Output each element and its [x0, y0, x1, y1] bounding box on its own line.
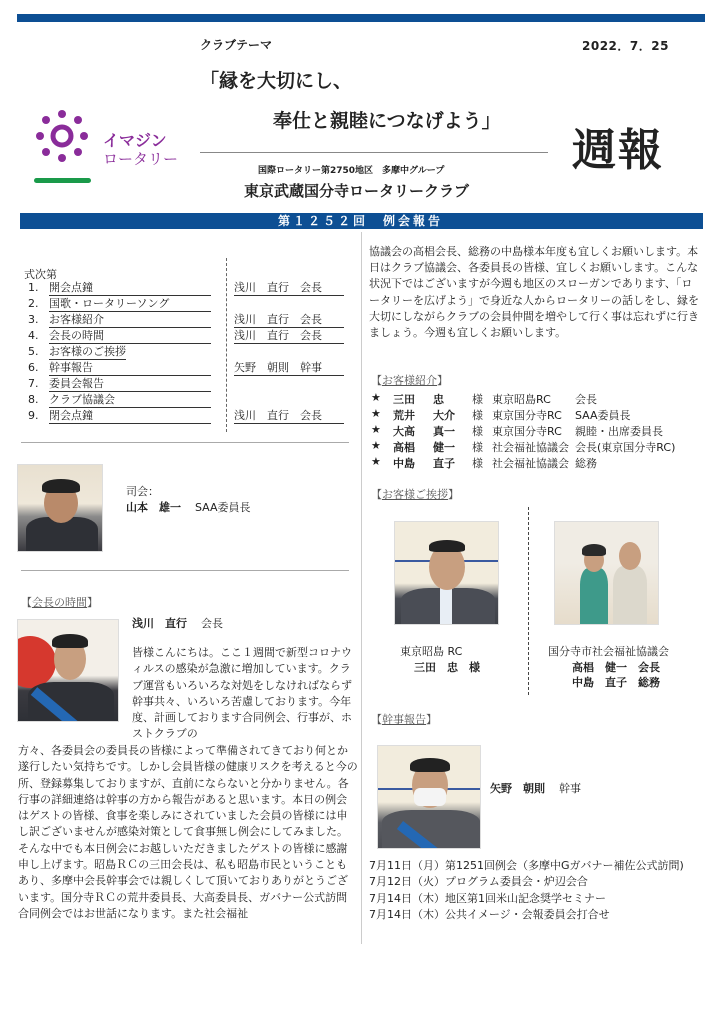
district-label: 国際ロータリー第2750地区 多摩中グループ — [258, 166, 445, 176]
section-divider — [21, 570, 349, 571]
guest-honorific: 様 — [472, 457, 483, 470]
guest-photo-mita — [394, 521, 499, 625]
guest-role: 親睦・出席委員長 — [575, 425, 663, 438]
guest-honorific: 様 — [472, 425, 483, 438]
mc-name-line — [126, 499, 251, 515]
mc-role: SAA委員長 — [195, 501, 251, 514]
logo-text-rotary: ロータリー — [103, 150, 179, 168]
logo-green-stroke — [34, 178, 91, 183]
secretary-name-line — [490, 780, 581, 796]
agenda-list — [28, 281, 348, 425]
guest-first-name: 大介 — [433, 409, 455, 422]
club-theme-line-2: 奉仕と親睦につなげよう」 — [273, 110, 501, 132]
secretary-photo — [377, 745, 481, 849]
guest-caption-right-name2 — [572, 674, 660, 690]
agenda-item: クラブ協議会 — [49, 393, 211, 408]
agenda-item: お客様紹介 — [49, 313, 211, 328]
agenda-num: 5. — [28, 345, 39, 358]
secretary-heading-text: 幹事報告 — [382, 713, 426, 726]
guest-org: 東京国分寺RC — [492, 409, 562, 422]
club-theme-label: クラブテーマ — [200, 38, 273, 52]
agenda-num: 6. — [28, 361, 39, 374]
guest-last-name: 中島 — [393, 457, 415, 470]
issue-date: 2022．7．25 — [582, 39, 669, 53]
agenda-num: 2. — [28, 297, 39, 310]
guest-first-name: 健一 — [433, 441, 455, 454]
meeting-report-title: 第１２５２回 例会報告 — [278, 214, 444, 228]
guest-caption-right-name1 — [572, 659, 660, 675]
agenda-item: 会長の時間 — [49, 329, 211, 344]
agenda-item: 国歌・ロータリーソング — [49, 297, 211, 312]
guest-honorific: 様 — [472, 393, 483, 406]
header-divider — [200, 152, 548, 153]
greetings-heading: 【お客様ご挨拶】 — [371, 488, 459, 501]
guest-caption-right-org: 国分寺市社会福祉協議会 — [548, 645, 669, 658]
president-heading-text: 会長の時間 — [32, 596, 87, 609]
agenda-presenter: 浅川 直行 会長 — [234, 313, 344, 328]
agenda-presenter: 矢野 朝則 幹事 — [234, 361, 344, 376]
logo-text-imagine: イマジン — [103, 131, 167, 150]
agenda-num: 7. — [28, 377, 39, 390]
guest-org: 社会福祉協議会 — [492, 457, 569, 470]
guest-caption-left-name-text: 三田 忠 様 — [414, 661, 480, 674]
mc-photo — [17, 464, 103, 552]
agenda-presenter: 浅川 直行 会長 — [234, 281, 344, 296]
guest-last-name: 三田 — [393, 393, 415, 406]
guest-honorific: 様 — [472, 441, 483, 454]
secretary-name: 矢野 朝則 — [490, 782, 545, 795]
event-item: 7月11日（月）第1251回例会（多摩中Gガバナー補佐公式訪問) — [369, 859, 684, 872]
president-photo — [17, 619, 119, 722]
secretary-role: 幹事 — [559, 782, 581, 795]
star-icon: ★ — [371, 423, 381, 436]
guest-first-name: 直子 — [433, 457, 455, 470]
agenda-row — [28, 345, 348, 361]
agenda-num: 3. — [28, 313, 39, 326]
guest-list — [371, 391, 711, 471]
guest-row — [371, 391, 711, 407]
president-name-line — [132, 615, 223, 631]
guest-caption-right-name2-text: 中島 直子 総務 — [572, 676, 660, 689]
agenda-item: 開会点鐘 — [49, 281, 211, 296]
guest-honorific: 様 — [472, 409, 483, 422]
agenda-row — [28, 329, 348, 345]
guest-role: 会長(東京国分寺RC) — [575, 441, 676, 454]
column-divider — [361, 232, 362, 944]
guest-photo-council — [554, 521, 659, 625]
guest-role: 総務 — [575, 457, 597, 470]
section-divider — [21, 442, 349, 443]
agenda-item: お客様のご挨拶 — [49, 345, 126, 358]
president-role: 会長 — [201, 617, 223, 630]
guests-heading-text: お客様紹介 — [382, 374, 437, 387]
agenda-row — [28, 297, 348, 313]
guest-row — [371, 439, 711, 455]
president-heading: 【会長の時間】 — [21, 596, 98, 609]
guest-row — [371, 407, 711, 423]
guest-role: SAA委員長 — [575, 409, 631, 422]
star-icon: ★ — [371, 455, 381, 468]
guest-org: 東京国分寺RC — [492, 425, 562, 438]
agenda-row — [28, 393, 348, 409]
agenda-row — [28, 281, 348, 297]
president-name: 浅川 直行 — [132, 617, 187, 630]
greetings-heading-text: お客様ご挨拶 — [382, 488, 448, 501]
agenda-presenter: 浅川 直行 会長 — [234, 409, 344, 424]
club-name: 東京武蔵国分寺ロータリークラブ — [244, 182, 470, 200]
agenda-num: 1. — [28, 281, 39, 294]
agenda-item: 閉会点鐘 — [49, 409, 211, 424]
guest-first-name: 真一 — [433, 425, 455, 438]
star-icon: ★ — [371, 391, 381, 404]
secretary-heading: 【幹事報告】 — [371, 713, 437, 726]
mc-name: 山本 雄一 — [126, 501, 181, 514]
guest-org: 社会福祉協議会 — [492, 441, 569, 454]
header-top-bar — [17, 14, 705, 22]
agenda-row — [28, 361, 348, 377]
guest-role: 会長 — [575, 393, 597, 406]
sun-burst-icon — [34, 108, 94, 168]
agenda-item: 幹事報告 — [49, 361, 211, 376]
guest-caption-left-org: 東京昭島 RC — [400, 645, 463, 658]
guest-first-name: 忠 — [433, 393, 444, 406]
club-theme-line-1: 「縁を大切にし、 — [200, 70, 353, 92]
guest-caption-right-name1-text: 高椙 健一 会長 — [572, 661, 660, 674]
guests-heading: 【お客様紹介】 — [371, 374, 448, 387]
guest-row — [371, 455, 711, 471]
star-icon: ★ — [371, 407, 381, 420]
guest-caption-left-name — [414, 659, 480, 675]
president-message-part2: 方々、各委員会の委員長の皆様によって準備されてきており何とか遂行したい気持ちです。しかし会員皆様の健康リスクを考えると今の所、登録募集しておりますが、直前にならないと分かりません。各行事の詳細連絡は幹事の方から報告があると思います。本日の例会はゲストの皆様、食事を楽しみにされていました会員の皆様には申し訳ございませんが感染対策として食事無し例会にしてみました。そんな中でも本日例会にお越しいただきましたゲストの皆様に感謝申し上げます。昭島ＲＣの三田会長は、私も昭島市民ということもあり、多摩中会長幹事会では親しくして頂いておりありがとうございます。国分寺ＲＣの荒井委員長、大高委員長、ガバナー公式訪問合同例会ではお世話になります。また社会福祉 — [18, 744, 358, 920]
agenda-row — [28, 377, 348, 393]
star-icon: ★ — [371, 439, 381, 452]
event-item: 7月14日（木）公共イメージ・会報委員会打合せ — [369, 907, 610, 921]
mc-label: 司会： — [126, 485, 159, 498]
guest-last-name: 高椙 — [393, 441, 415, 454]
agenda-item: 委員会報告 — [49, 377, 211, 392]
greetings-dotted-divider — [528, 507, 529, 695]
event-item: 7月14日（木）地区第1回米山記念奨学セミナー — [369, 891, 606, 905]
meeting-report-bar — [20, 213, 703, 229]
agenda-num: 9. — [28, 409, 39, 422]
agenda-num: 4. — [28, 329, 39, 342]
agenda-row — [28, 313, 348, 329]
agenda-title: 式次第 — [24, 268, 57, 281]
newsletter-title: 週報 — [572, 125, 664, 176]
guest-row — [371, 423, 711, 439]
event-item: 7月12日（火）プログラム委員会・炉辺会合 — [369, 875, 588, 889]
president-message-continued: 協議会の高椙会長、総務の中島様本年度も宜しくお願いします。本日はクラブ協議会、各委員長の皆様、宜しくお願いします。こんな状況下ではございますが今週も地区のスローガンであります、「ロータリーを広げよう」で身近な人からロータリーの話しをし、縁を大切にしながらクラブの会員仲間を増やして行く事は忘れずに行きましょう。今週も宜しくお願いします。 — [369, 245, 699, 340]
agenda-presenter: 浅川 直行 会長 — [234, 329, 344, 344]
secretary-events — [369, 858, 684, 923]
agenda-row — [28, 409, 348, 425]
president-message-part1: 皆様こんにちは。ここ１週間で新型コロナウィルスの感染が急激に増加しています。クラブ運営もいろいろな対処をしなければならず幹事共々、いろいろ苦慮しております。今年度、計画しております合同例会、行事が、ホストクラブの — [132, 646, 352, 741]
agenda-num: 8. — [28, 393, 39, 406]
guest-last-name: 大高 — [393, 425, 415, 438]
guest-org: 東京昭島RC — [492, 393, 551, 406]
guest-last-name: 荒井 — [393, 409, 415, 422]
